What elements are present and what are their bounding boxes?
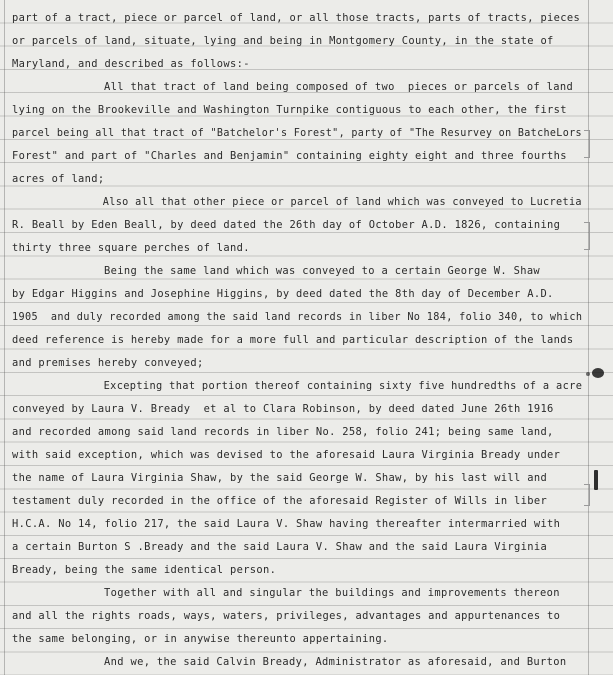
text-line: All that tract of land being composed of two pieces or parcels of land <box>38 81 574 93</box>
text-line: thirty three square perches of land. <box>12 242 250 254</box>
left-margin-rule <box>4 0 5 675</box>
text-line: Excepting that portion thereof containing sixty five hundredths of a acre <box>38 380 583 392</box>
text-line: the name of Laura Virginia Shaw, by the said George W. Shaw, by his last will and <box>12 472 548 484</box>
margin-bracket-mark <box>584 222 590 250</box>
margin-bracket-mark <box>584 484 590 506</box>
text-line: Also all that other piece or parcel of land which was conveyed to Lucretia <box>38 196 582 208</box>
text-line: R. Beall by Eden Beall, by deed dated the 26th day of October A.D. 1826, containing <box>12 219 561 231</box>
text-line: Together with all and singular the buildings and improvements thereon <box>38 587 560 599</box>
text-line: and all the rights roads, ways, waters, privileges, advantages and appurtenances to <box>12 610 561 622</box>
text-line: and recorded among said land records in liber No. 258, folio 241; being same land, <box>12 426 554 438</box>
text-line: or parcels of land, situate, lying and being in Montgomery County, in the state of <box>12 35 554 47</box>
text-line: conveyed by Laura V. Bready et al to Clara Robinson, by deed dated June 26th 1916 <box>12 403 554 415</box>
text-line: part of a tract, piece or parcel of land, or all those tracts, parts of tracts, pieces <box>12 12 581 24</box>
text-line: And we, the said Calvin Bready, Administrator as aforesaid, and Burton <box>38 656 567 668</box>
text-line: H.C.A. No 14, folio 217, the said Laura V. Shaw having thereafter intermarried with <box>12 518 561 530</box>
text-line: the same belonging, or in anywise thereunto appertaining. <box>12 633 389 645</box>
text-line: Being the same land which was conveyed to a certain George W. Shaw <box>38 265 541 277</box>
text-line: acres of land; <box>12 173 105 185</box>
ink-blot <box>592 368 604 378</box>
text-line: a certain Burton S .Bready and the said Laura V. Shaw and the said Laura Virginia <box>12 541 548 553</box>
text-line: Bready, being the same identical person. <box>12 564 277 576</box>
text-line: testament duly recorded in the office of the aforesaid Register of Wills in liber <box>12 495 548 507</box>
text-line: lying on the Brookeville and Washington Turnpike contiguous to each other, the first <box>12 104 567 116</box>
right-margin-rule <box>588 0 589 675</box>
ink-blot <box>586 372 590 376</box>
text-line: parcel being all that tract of "Batchelor's Forest", party of "The Resurvey on BatcheLors <box>12 127 582 139</box>
text-line: Maryland, and described as follows:- <box>12 58 250 70</box>
ink-blot <box>594 470 598 490</box>
margin-bracket-mark <box>584 130 590 158</box>
text-line: by Edgar Higgins and Josephine Higgins, by deed dated the 8th day of December A.D. <box>12 288 554 300</box>
text-line: and premises hereby conveyed; <box>12 357 204 369</box>
text-line: 1905 and duly recorded among the said land records in liber No 184, folio 340, to which <box>12 311 583 323</box>
text-line: Forest" and part of "Charles and Benjamin" containing eighty eight and three fourths <box>12 150 567 162</box>
text-line: with said exception, which was devised to the aforesaid Laura Virginia Bready under <box>12 449 561 461</box>
text-line: deed reference is hereby made for a more full and particular description of the lands <box>12 334 574 346</box>
